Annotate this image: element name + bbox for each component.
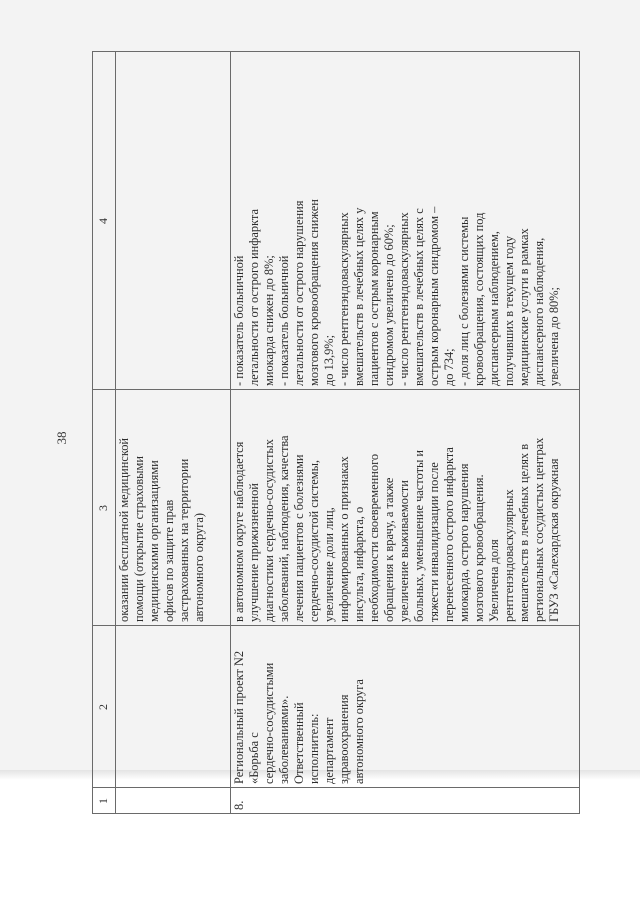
table-row-continuation (116, 52, 231, 814)
row-index-cell: 8. (231, 788, 580, 814)
column-number-4: 4 (93, 52, 116, 390)
rotated-page-content (54, 48, 614, 828)
table-row-8 (231, 52, 580, 814)
project-results-cell: в автономном округе наблюдается улучшение прижизненной диагностики сердечно-сосудистых заболеваний, наблюдения, качества лечения пациентов с болезнями сердечно-сосудистой системы, увеличение доли лиц, информированных о признаках инсульта, инфаркта, о необходимости своевременного обращения к врачу, а также увеличение выживаемости больных, уменьшение частоты и тяжести инвалидизации после перенесенного острого инфаркта миокарда, острого нарушения мозгового кровообращения. Увеличена доля рентгенэндоваскулярных вмешательств в лечебных целях в региональных сосудистых центрах ГБУЗ «Салехардская окружная (231, 390, 580, 626)
column-number-2: 2 (93, 626, 116, 788)
column-number-3: 3 (93, 390, 116, 626)
continuation-index-cell (116, 788, 231, 814)
table-header-row (93, 52, 116, 814)
page-number: 38 (54, 431, 69, 445)
continuation-indicator-cell (116, 52, 231, 390)
project-name-cell: Региональный проект N2 «Борьба с сердечно-сосудистыми заболеваниями». Ответственный исполнитель: департамент здравоохранения автономного округа (231, 626, 580, 788)
report-table (92, 51, 580, 814)
continuation-project-cell (116, 626, 231, 788)
continuation-result-cell: оказании бесплатной медицинской помощи (открытие страховыми медицинскими организациями офисов по защите прав застрахованных на территории автономного округа) (116, 390, 231, 626)
indicators-cell: - показатель больничной летальности от острого инфаркта миокарда снижен до 8%; - показатель больничной летальности от острого нарушения мозгового кровообращения снижен до 13,9%; - число рентгенэндоваскулярных вмешательств в лечебных целях у пациентов с острым коронарным синдромом увеличено до 60%; - число рентгенэндоваскулярных вмешательств в лечебных целях с острым коронарным синдромом – до 734; - доля лиц с болезнями системы кровообращения, состоящих под диспансерным наблюдением, получивших в текущем году медицинские услуги в рамках диспансерного наблюдения, увеличена до 80%; (231, 52, 580, 390)
column-number-1: 1 (93, 788, 116, 814)
